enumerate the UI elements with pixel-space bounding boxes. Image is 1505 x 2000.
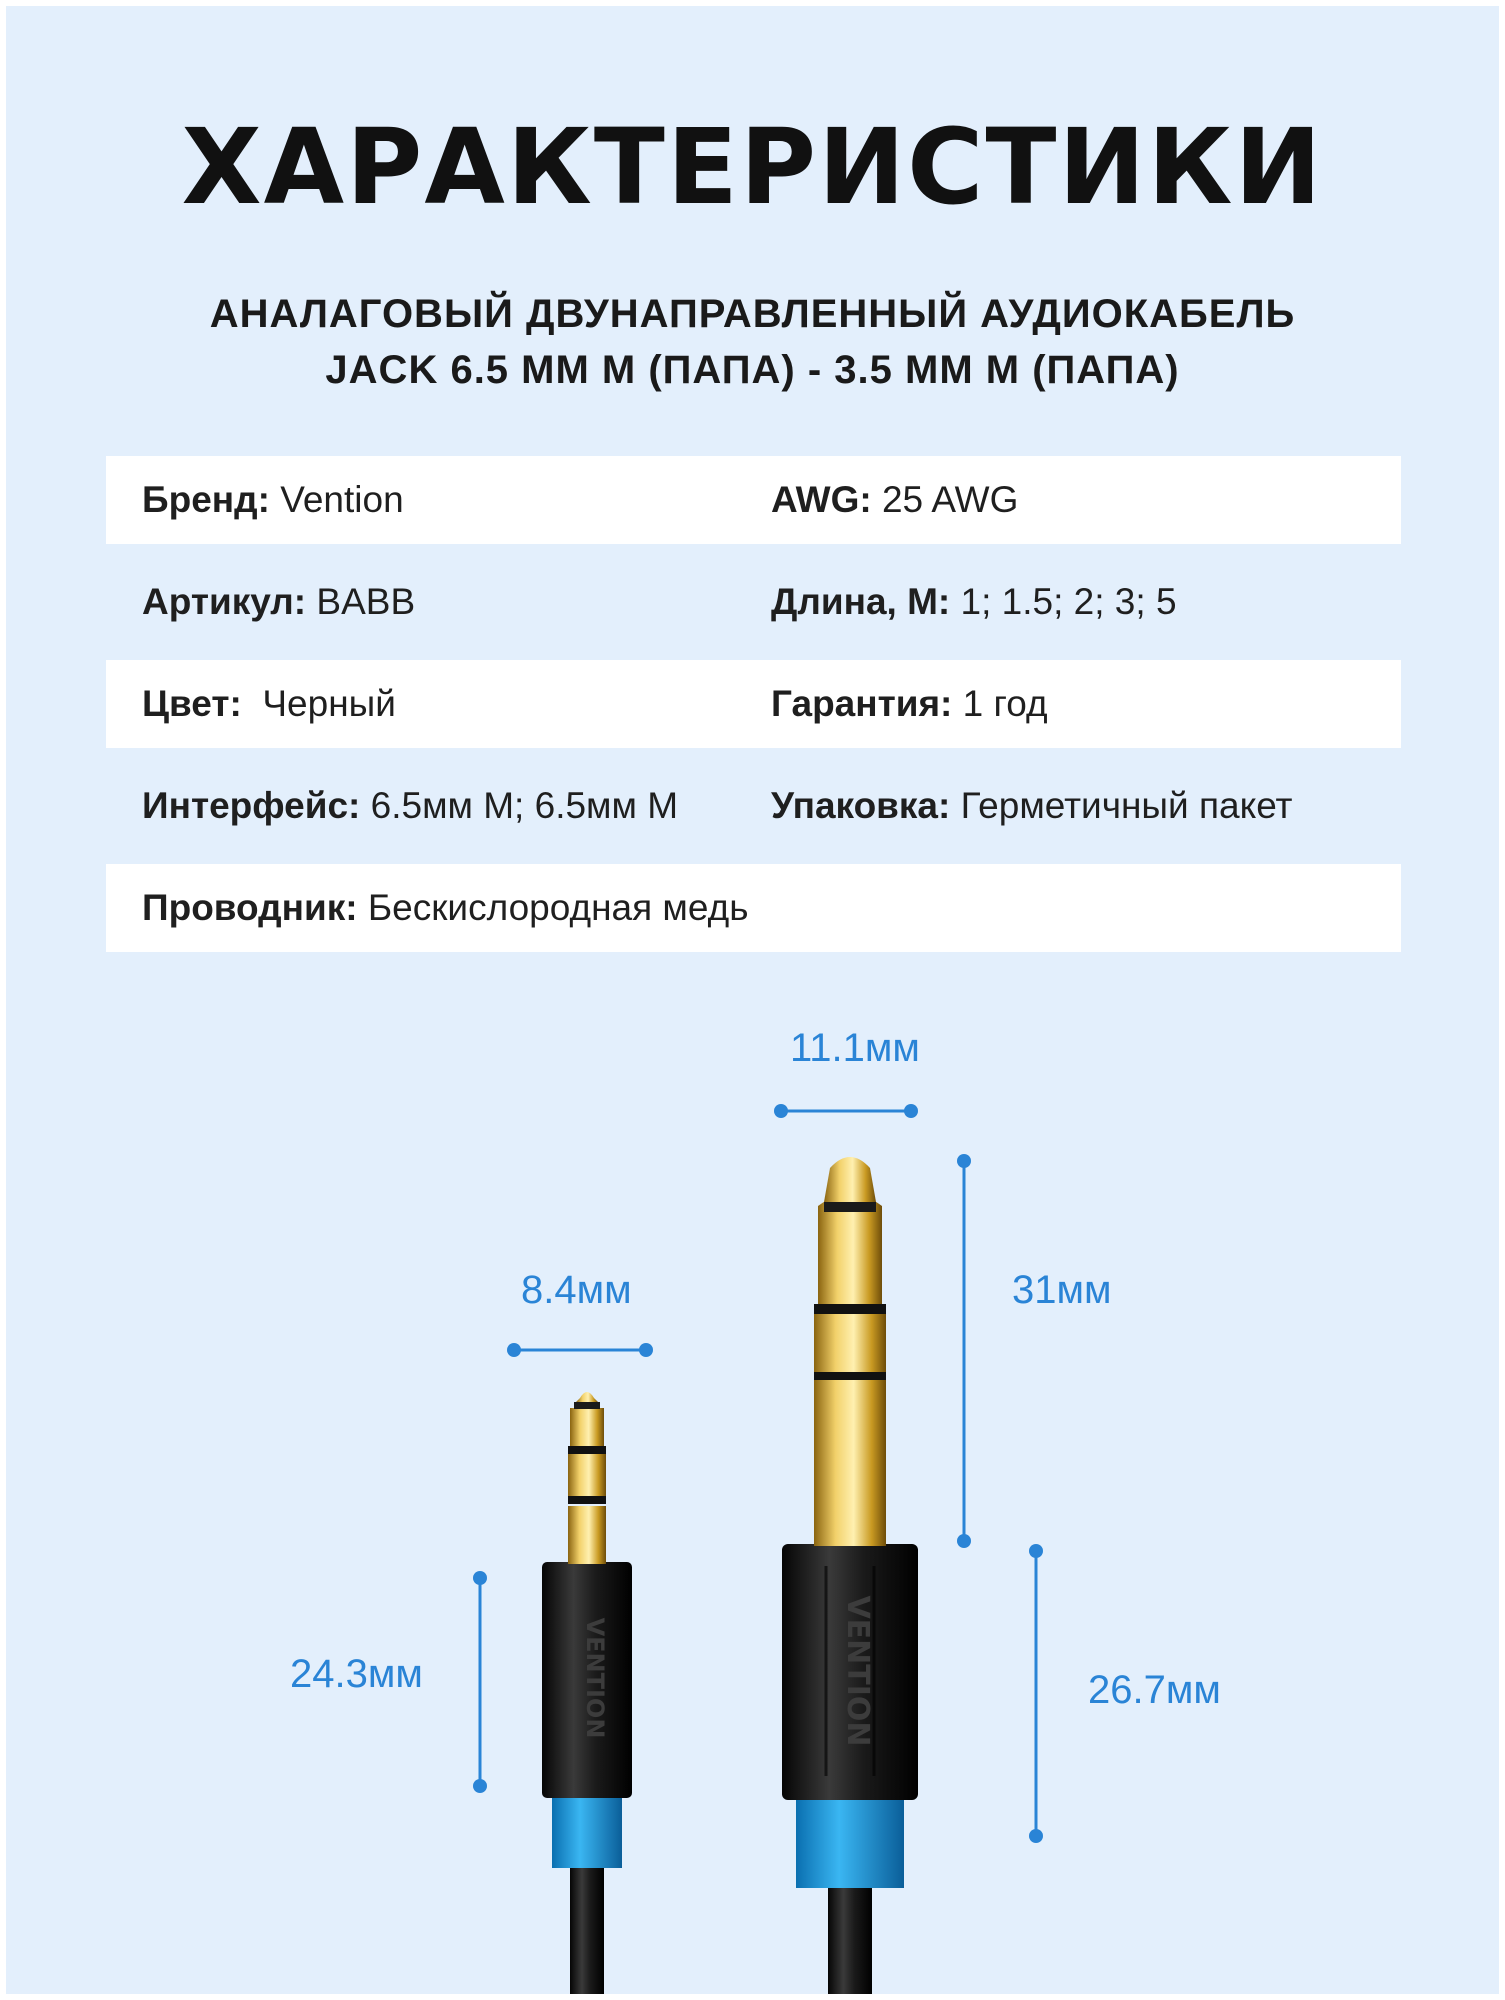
- dim-endpoint: [1029, 1829, 1043, 1843]
- small-insulator-ring: [568, 1446, 606, 1454]
- large-insulator-ring: [814, 1372, 886, 1380]
- spec-label: Бренд:: [142, 479, 270, 520]
- dim-endpoint: [774, 1104, 788, 1118]
- spec-value: BABB: [316, 581, 416, 622]
- cable-plugs-illustration: [6, 6, 1499, 1994]
- large-ring: [814, 1314, 886, 1376]
- spec-label: AWG:: [771, 479, 872, 520]
- dim-large-body-length: 26.7мм: [1088, 1668, 1221, 1712]
- spec-value: Vention: [280, 479, 404, 520]
- dim-large-tip-length: 31мм: [1012, 1268, 1112, 1312]
- spec-value: 6.5мм М; 6.5мм М: [370, 785, 679, 826]
- dim-endpoint: [639, 1343, 653, 1357]
- large-plug: [782, 1157, 918, 1994]
- dim-endpoint: [473, 1779, 487, 1793]
- subtitle-line-1: АНАЛАГОВЫЙ ДВУНАПРАВЛЕННЫЙ АУДИОКАБЕЛЬ: [209, 292, 1296, 336]
- page-title: ХАРАКТЕРИСТИКИ: [181, 106, 1324, 228]
- large-insulator-ring: [814, 1304, 886, 1314]
- spec-label: Интерфейс:: [142, 785, 361, 826]
- spec-label: Длина, М:: [771, 581, 951, 622]
- dim-endpoint: [1029, 1544, 1043, 1558]
- small-cable: [570, 1866, 604, 1994]
- dim-small-width: 8.4мм: [521, 1268, 632, 1312]
- spec-label: Цвет:: [142, 683, 242, 724]
- spec-sheet: [6, 6, 1499, 1994]
- small-ring: [568, 1454, 606, 1496]
- large-cable: [828, 1886, 872, 1994]
- small-tip-shaft: [570, 1408, 604, 1446]
- small-tip: [576, 1392, 598, 1402]
- spec-label: Упаковка:: [771, 785, 951, 826]
- subtitle-line-2: JACK 6.5 MM M (ПАПА) - 3.5 MM M (ПАПА): [325, 348, 1180, 392]
- large-tip-groove: [824, 1202, 876, 1212]
- large-collar: [796, 1796, 904, 1888]
- small-brand-text: VENTION: [581, 1617, 609, 1739]
- spec-value: Герметичный пакет: [960, 785, 1293, 826]
- spec-value: 1; 1.5; 2; 3; 5: [960, 581, 1177, 622]
- dim-small-body-length: 24.3мм: [290, 1652, 423, 1696]
- spec-value: 1 год: [962, 683, 1048, 724]
- spec-label: Артикул:: [142, 581, 307, 622]
- dim-endpoint: [473, 1571, 487, 1585]
- spec-value: Черный: [252, 683, 396, 724]
- spec-label: Гарантия:: [771, 683, 953, 724]
- dim-endpoint: [957, 1154, 971, 1168]
- dim-large-width: 11.1мм: [790, 1026, 920, 1070]
- small-plug: [542, 1390, 632, 1994]
- spec-value: Бескислородная медь: [367, 887, 749, 928]
- dim-endpoint: [957, 1534, 971, 1548]
- spec-value: 25 AWG: [881, 479, 1019, 520]
- large-tip: [824, 1157, 876, 1202]
- large-brand-text: VENTION: [840, 1595, 875, 1747]
- spec-label: Проводник:: [142, 887, 358, 928]
- small-sleeve: [568, 1506, 606, 1564]
- dim-endpoint: [507, 1343, 521, 1357]
- small-collar: [552, 1796, 622, 1868]
- large-sleeve: [814, 1376, 886, 1546]
- dim-endpoint: [904, 1104, 918, 1118]
- small-insulator-ring: [568, 1496, 606, 1504]
